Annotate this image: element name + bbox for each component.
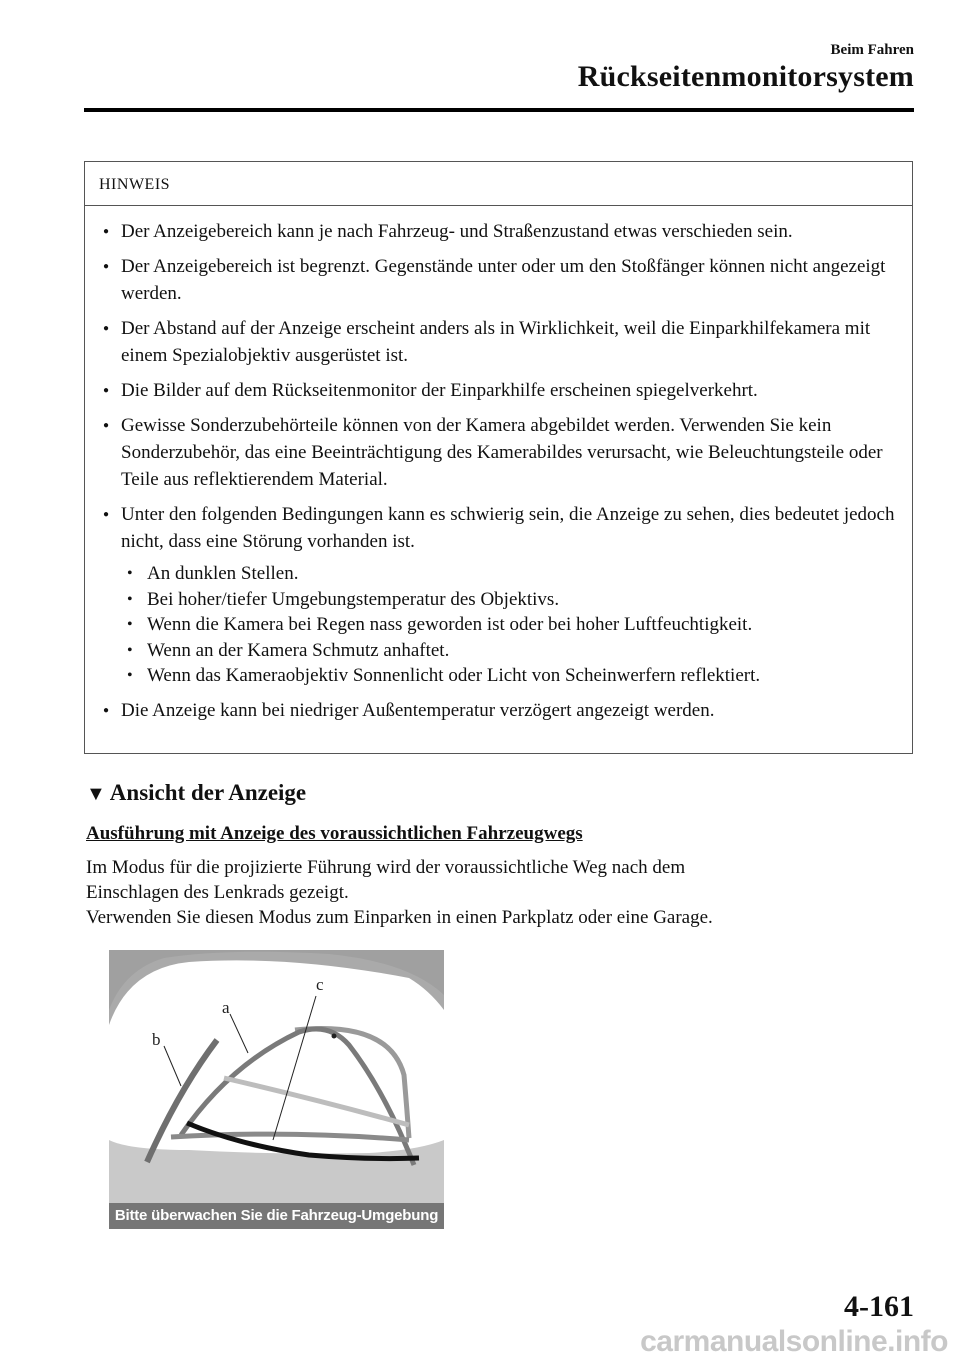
section-subheading: Ausführung mit Anzeige des voraussichtlichen Fahrzeugwegs — [86, 823, 583, 844]
note-list — [85, 206, 912, 724]
page-number: 4-161 — [844, 1290, 914, 1323]
note-item-conditions — [99, 501, 902, 689]
condition-item: • An dunklen Stellen. — [125, 561, 902, 587]
note-item: ● Der Abstand auf der Anzeige erscheint anders als in Wirklichkeit, weil die Einparkhilfekamera mit einem Spezialobjektiv ausgerüstet ist. — [99, 315, 902, 369]
note-item: ● Gewisse Sonderzubehörteile können von der Kamera abgebildet werden. Verwenden Sie kein Sonderzubehör, das eine Beeinträchtigung des Kamerabildes verursacht, wie Beleuchtungsteile oder Teile aus reflektierendem Material. — [99, 412, 902, 493]
chapter-label: Beim Fahren — [830, 42, 914, 58]
condition-item: • Wenn das Kameraobjektiv Sonnenlicht oder Licht von Scheinwerfern reflektiert. — [125, 663, 902, 689]
header-divider — [84, 108, 914, 112]
camera-view-graphic — [109, 950, 444, 1229]
note-item: ● Die Anzeige kann bei niedriger Außentemperatur verzögert angezeigt werden. — [99, 697, 902, 724]
paragraph-line: Einschlagen des Lenkrads gezeigt. — [86, 882, 349, 903]
body-text — [86, 855, 906, 930]
triangle-down-icon: ▼ — [86, 783, 106, 805]
note-item-text: Unter den folgenden Bedingungen kann es schwierig sein, die Anzeige zu sehen, dies bedeutet jedoch nicht, dass eine Störung vorhanden ist. — [121, 504, 895, 552]
condition-item: • Bei hoher/tiefer Umgebungstemperatur des Objektivs. — [125, 587, 902, 613]
note-box — [84, 161, 913, 754]
paragraph-line: Im Modus für die projizierte Führung wird der voraussichtliche Weg nach dem — [86, 857, 686, 878]
condition-list — [121, 561, 902, 689]
section-heading-text: Ansicht der Anzeige — [109, 780, 307, 805]
note-item: ● Der Anzeigebereich kann je nach Fahrzeug- und Straßenzustand etwas verschieden sein. — [99, 218, 902, 245]
paragraph: Verwenden Sie diesen Modus zum Einparken in einen Parkplatz oder eine Garage. — [86, 907, 713, 928]
page-title: Rückseitenmonitorsystem — [577, 60, 914, 93]
note-item: ● Der Anzeigebereich ist begrenzt. Gegenstände unter oder um den Stoßfänger können nicht angezeigt werden. — [99, 253, 902, 307]
camera-warning-banner: Bitte überwachen Sie die Fahrzeug-Umgebung — [109, 1203, 444, 1229]
note-item: ● Die Bilder auf dem Rückseitenmonitor der Einparkhilfe erscheinen spiegelverkehrt. — [99, 377, 902, 404]
rear-camera-display-illustration — [109, 950, 444, 1229]
condition-item: • Wenn die Kamera bei Regen nass geworden ist oder bei hoher Luftfeuchtigkeit. — [125, 612, 902, 638]
label-c: c — [316, 975, 324, 994]
condition-item: • Wenn an der Kamera Schmutz anhaftet. — [125, 638, 902, 664]
section-heading — [86, 780, 306, 806]
note-title: HINWEIS — [85, 162, 912, 206]
label-a: a — [222, 998, 230, 1017]
watermark: carmanualsonline.info — [640, 1325, 948, 1358]
label-b: b — [152, 1030, 161, 1049]
